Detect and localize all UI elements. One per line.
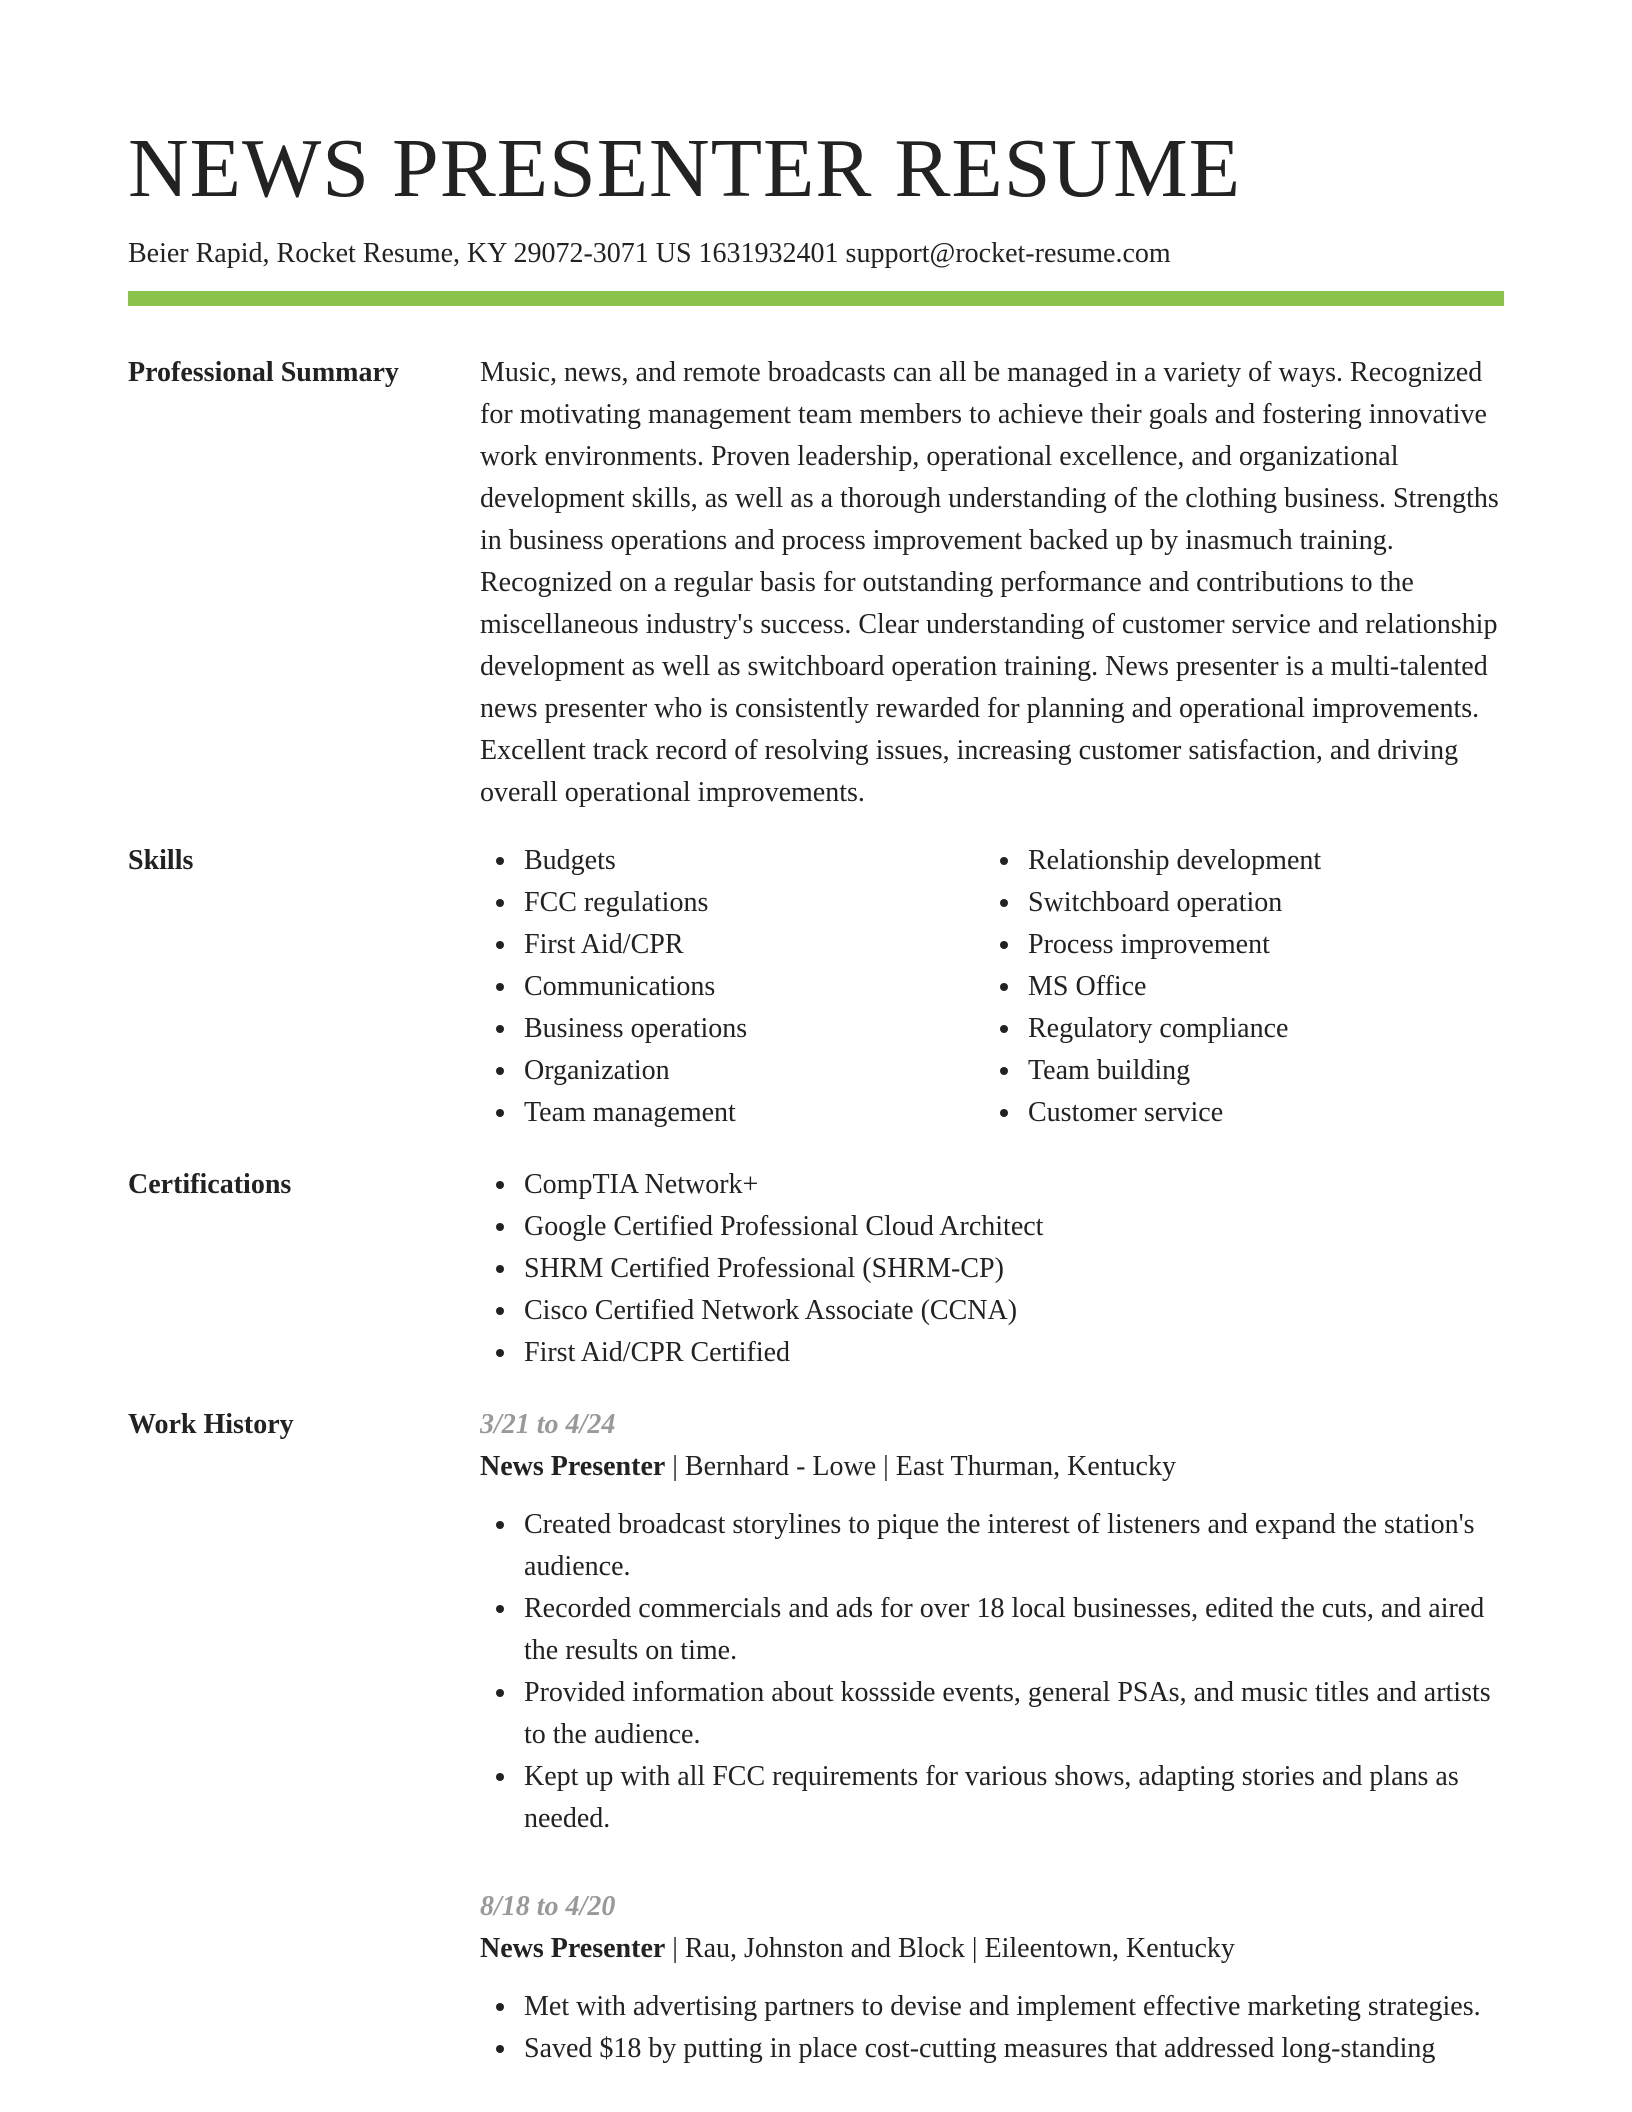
list-item: First Aid/CPR Certified <box>480 1332 1504 1374</box>
list-item: Organization <box>480 1050 984 1092</box>
list-item: MS Office <box>984 966 1488 1008</box>
list-item: CompTIA Network+ <box>480 1164 1504 1206</box>
job-dates: 3/21 to 4/24 <box>480 1408 616 1440</box>
certifications-content <box>480 1164 1504 1374</box>
list-item: Regulatory compliance <box>984 1008 1488 1050</box>
job-role: News Presenter <box>480 1450 666 1482</box>
job-dates: 8/18 to 4/20 <box>480 1890 616 1922</box>
skills-column-2 <box>984 840 1488 1134</box>
summary-section <box>128 352 1504 814</box>
certifications-section <box>128 1164 1504 1374</box>
list-item: Switchboard operation <box>984 882 1488 924</box>
section-label: Work History <box>128 1408 294 1440</box>
job-title-line <box>480 1928 1504 1970</box>
list-item: Team management <box>480 1092 984 1134</box>
list-item: Created broadcast storylines to pique the interest of listeners and expand the station's audience. <box>480 1504 1504 1588</box>
list-item: Process improvement <box>984 924 1488 966</box>
job-role: News Presenter <box>480 1932 666 1964</box>
list-item: Recorded commercials and ads for over 18 local businesses, edited the cuts, and aired the results on time. <box>480 1588 1504 1672</box>
job-entry <box>480 1404 1504 1840</box>
work-history-section <box>128 1404 1504 2070</box>
section-label: Skills <box>128 844 194 876</box>
job-title-line <box>480 1446 1504 1488</box>
job-entry <box>480 1886 1504 2070</box>
certifications-list <box>480 1164 1504 1374</box>
accent-divider <box>128 291 1504 306</box>
list-item: Kept up with all FCC requirements for various shows, adapting stories and plans as needed. <box>480 1756 1504 1840</box>
summary-text: Music, news, and remote broadcasts can all be managed in a variety of ways. Recognized for motivating management team members to achieve their goals and fostering innovative work environments. Proven leadership, operational excellence, and organizational development skills, as well as a thorough understanding of the clothing business. Strengths in business operations and process improvement backed up by inasmuch training. Recognized on a regular basis for outstanding performance and contributions to the miscellaneous industry's success. Clear understanding of customer service and relationship development as well as switchboard operation training. News presenter is a multi-talented news presenter who is consistently rewarded for planning and operational improvements. Excellent track record of resolving issues, increasing customer satisfaction, and driving overall operational improvements. <box>480 356 1499 808</box>
contact-line: Beier Rapid, Rocket Resume, KY 29072-3071 US 1631932401 support@rocket-resume.com <box>128 238 1171 269</box>
list-item: Relationship development <box>984 840 1488 882</box>
page-title: NEWS PRESENTER RESUME <box>128 122 1242 215</box>
job-bullets <box>480 1504 1504 1840</box>
list-item: FCC regulations <box>480 882 984 924</box>
list-item: Team building <box>984 1050 1488 1092</box>
list-item: Google Certified Professional Cloud Architect <box>480 1206 1504 1248</box>
list-item: Cisco Certified Network Associate (CCNA) <box>480 1290 1504 1332</box>
list-item: Customer service <box>984 1092 1488 1134</box>
list-item: Saved $18 by putting in place cost-cutting measures that addressed long-standing <box>480 2028 1504 2070</box>
job-bullets <box>480 1986 1504 2070</box>
work-history-content <box>480 1404 1504 2070</box>
list-item: Budgets <box>480 840 984 882</box>
job-details: | Rau, Johnston and Block | Eileentown, Kentucky <box>665 1932 1235 1964</box>
skills-list <box>480 840 1504 1134</box>
list-item: Met with advertising partners to devise and implement effective marketing strategies. <box>480 1986 1504 2028</box>
list-item: Business operations <box>480 1008 984 1050</box>
section-label: Certifications <box>128 1168 292 1200</box>
list-item: Provided information about kossside events, general PSAs, and music titles and artists to the audience. <box>480 1672 1504 1756</box>
skills-section <box>128 840 1504 1134</box>
list-item: SHRM Certified Professional (SHRM-CP) <box>480 1248 1504 1290</box>
job-details: | Bernhard - Lowe | East Thurman, Kentucky <box>665 1450 1176 1482</box>
skills-column-1 <box>480 840 984 1134</box>
list-item: First Aid/CPR <box>480 924 984 966</box>
section-label: Professional Summary <box>128 356 399 388</box>
list-item: Communications <box>480 966 984 1008</box>
